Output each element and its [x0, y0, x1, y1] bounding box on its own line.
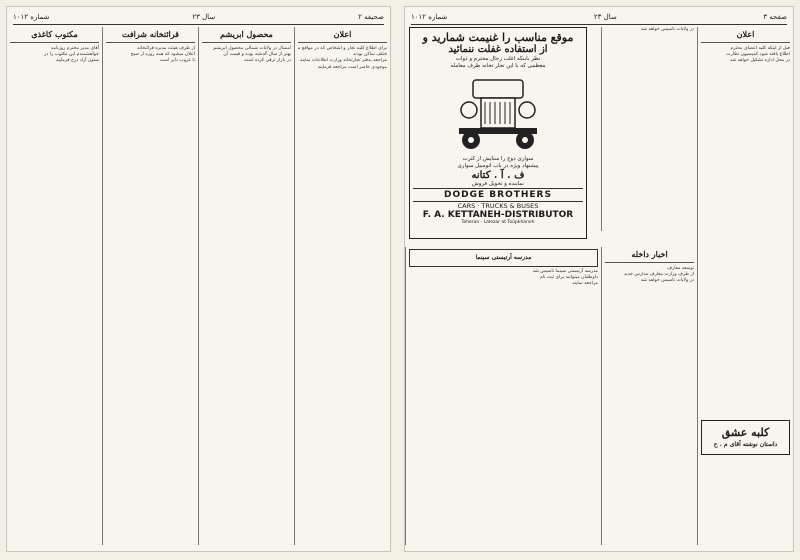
left-column-3-title: قرائتخانه شرافت	[121, 29, 180, 39]
left-page-serial: سال ٢٣	[192, 13, 216, 21]
right-column-2-title: اخبار داخله	[631, 249, 668, 259]
left-column-1-title: اعلان	[333, 29, 352, 39]
right-column-1-line-1: قبل از اینکه کلیه اعضای محترم	[730, 46, 790, 51]
ad-line-4: پیشنهاد ویژه در باب اتومبیل سواری	[457, 163, 539, 169]
right-column-3-line-3: مراجعه نمایند	[572, 281, 598, 287]
right-column-1-line-2: اطلاع یافته شود کمیسیون نظارت	[726, 52, 790, 58]
left-column-4-title: مکتوب کاغذی	[31, 29, 78, 39]
left-page-issue: شماره ١٠١٢	[13, 13, 50, 21]
right-column-3-line-1: مدرسه آرتیستی سینما تاسیس شد	[532, 269, 598, 274]
left-page-number: صحيفه ٢	[358, 13, 384, 21]
right-page	[404, 6, 794, 552]
story-subtitle: داستان نوشته آقای م . ح	[713, 441, 778, 448]
left-column-4-line-3: ستون آزاد درج فرمایید	[55, 58, 99, 64]
right-page-number: صفحه ٣	[763, 13, 787, 21]
right-column-3	[405, 247, 601, 545]
right-column-1-line-3: در محل اداره تشکیل خواهد شد	[729, 58, 790, 64]
right-page-serial: سال ٢٣	[593, 13, 617, 21]
ad-distributor: F. A. KETTANEH-DISTRIBUTOR	[422, 210, 574, 220]
left-page-header	[13, 11, 384, 25]
right-page-header	[411, 11, 787, 25]
left-column-4	[7, 27, 102, 545]
left-column-1-line-2: مراجعه بدفتر تجارتخانه وزارت اطلاعات نمایند	[300, 58, 387, 64]
ad-brand: DODGE BROTHERS	[413, 188, 583, 202]
left-column-1	[294, 27, 390, 545]
left-column-1-line-3: موجودی حاضر است مراجعه فرمایند	[317, 64, 387, 70]
car-illustration-icon	[453, 74, 543, 152]
left-column-2-title: محصول ابریشم	[220, 29, 273, 39]
right-column-1	[697, 27, 793, 545]
left-column-2-line-3: در بازار ترقی کرده است	[243, 58, 291, 64]
story-box	[701, 417, 790, 458]
right-column-2	[601, 247, 697, 545]
right-column-2-line-1: توسعه معارف	[667, 266, 694, 271]
dodge-advertisement	[409, 27, 587, 239]
right-column-3-title: مدرسه آرتیستی سینما	[475, 254, 532, 261]
left-column-2-line-1: امسال در ولایات شمالی محصول ابریشم	[213, 46, 291, 51]
right-column-2-top	[601, 27, 697, 231]
left-column-4-line-1: آقای مدیر محترم روزنامه	[51, 46, 99, 51]
left-column-3-line-2: اعلان میشود که همه روزه از صبح	[130, 52, 195, 58]
left-column-2	[198, 27, 294, 545]
right-column-3-line-2: داوطلبان میتوانند برای ثبت نام	[539, 275, 598, 281]
story-title: کلبه عشق	[721, 426, 770, 439]
ad-line-3: سواری دوج را ستایش از کثرت	[462, 156, 534, 162]
right-column-1-title: اعلان	[736, 29, 755, 39]
left-column-1-line-1: برای اطلاع کلیه تجار و اشخاص که در مواقع مختلف ساکن بودند	[298, 46, 387, 58]
ad-address: Teheran - Lalezar et Toûpkhaneh	[461, 220, 535, 225]
left-column-2-line-2: بهتر از سال گذشته بوده و قیمت آن	[223, 52, 291, 58]
ad-brand-sub: CARS · TRUCKS & BUSES	[457, 202, 539, 210]
left-column-3	[102, 27, 198, 545]
ad-headline-1: موقع مناسب را غنیمت شمارید و	[422, 31, 574, 44]
ad-line-1: نظر باینکه اغلب رجال محترم و ذوات	[455, 56, 541, 62]
left-column-4-line-2: خواهشمندم این مکتوب را در	[43, 52, 99, 58]
left-column-3-line-1: از طرف هیئت مدیره قرائتخانه	[137, 46, 195, 51]
right-column-2-top-line: در ولایات تاسیس خواهد شد	[640, 27, 694, 32]
right-page-issue: شماره ١٠١٢	[411, 13, 448, 21]
right-column-2-line-3: در ولایات تاسیس خواهد شد	[640, 278, 694, 284]
ad-headline-2: از استفاده غفلت ننمائید	[448, 44, 548, 55]
right-column-2-line-2: از طرف وزارت معارف مدارس جدید	[624, 272, 694, 278]
left-column-3-line-3: تا غروب دایر است	[159, 58, 195, 64]
ad-seller-sub: نماینده و تحویل فروش	[472, 181, 524, 187]
ad-seller-name: ف . آ . کتانه	[471, 170, 525, 181]
left-page	[6, 6, 391, 552]
ad-line-2: معظمی که با این تجار تخانه طرف معامله	[450, 63, 546, 69]
